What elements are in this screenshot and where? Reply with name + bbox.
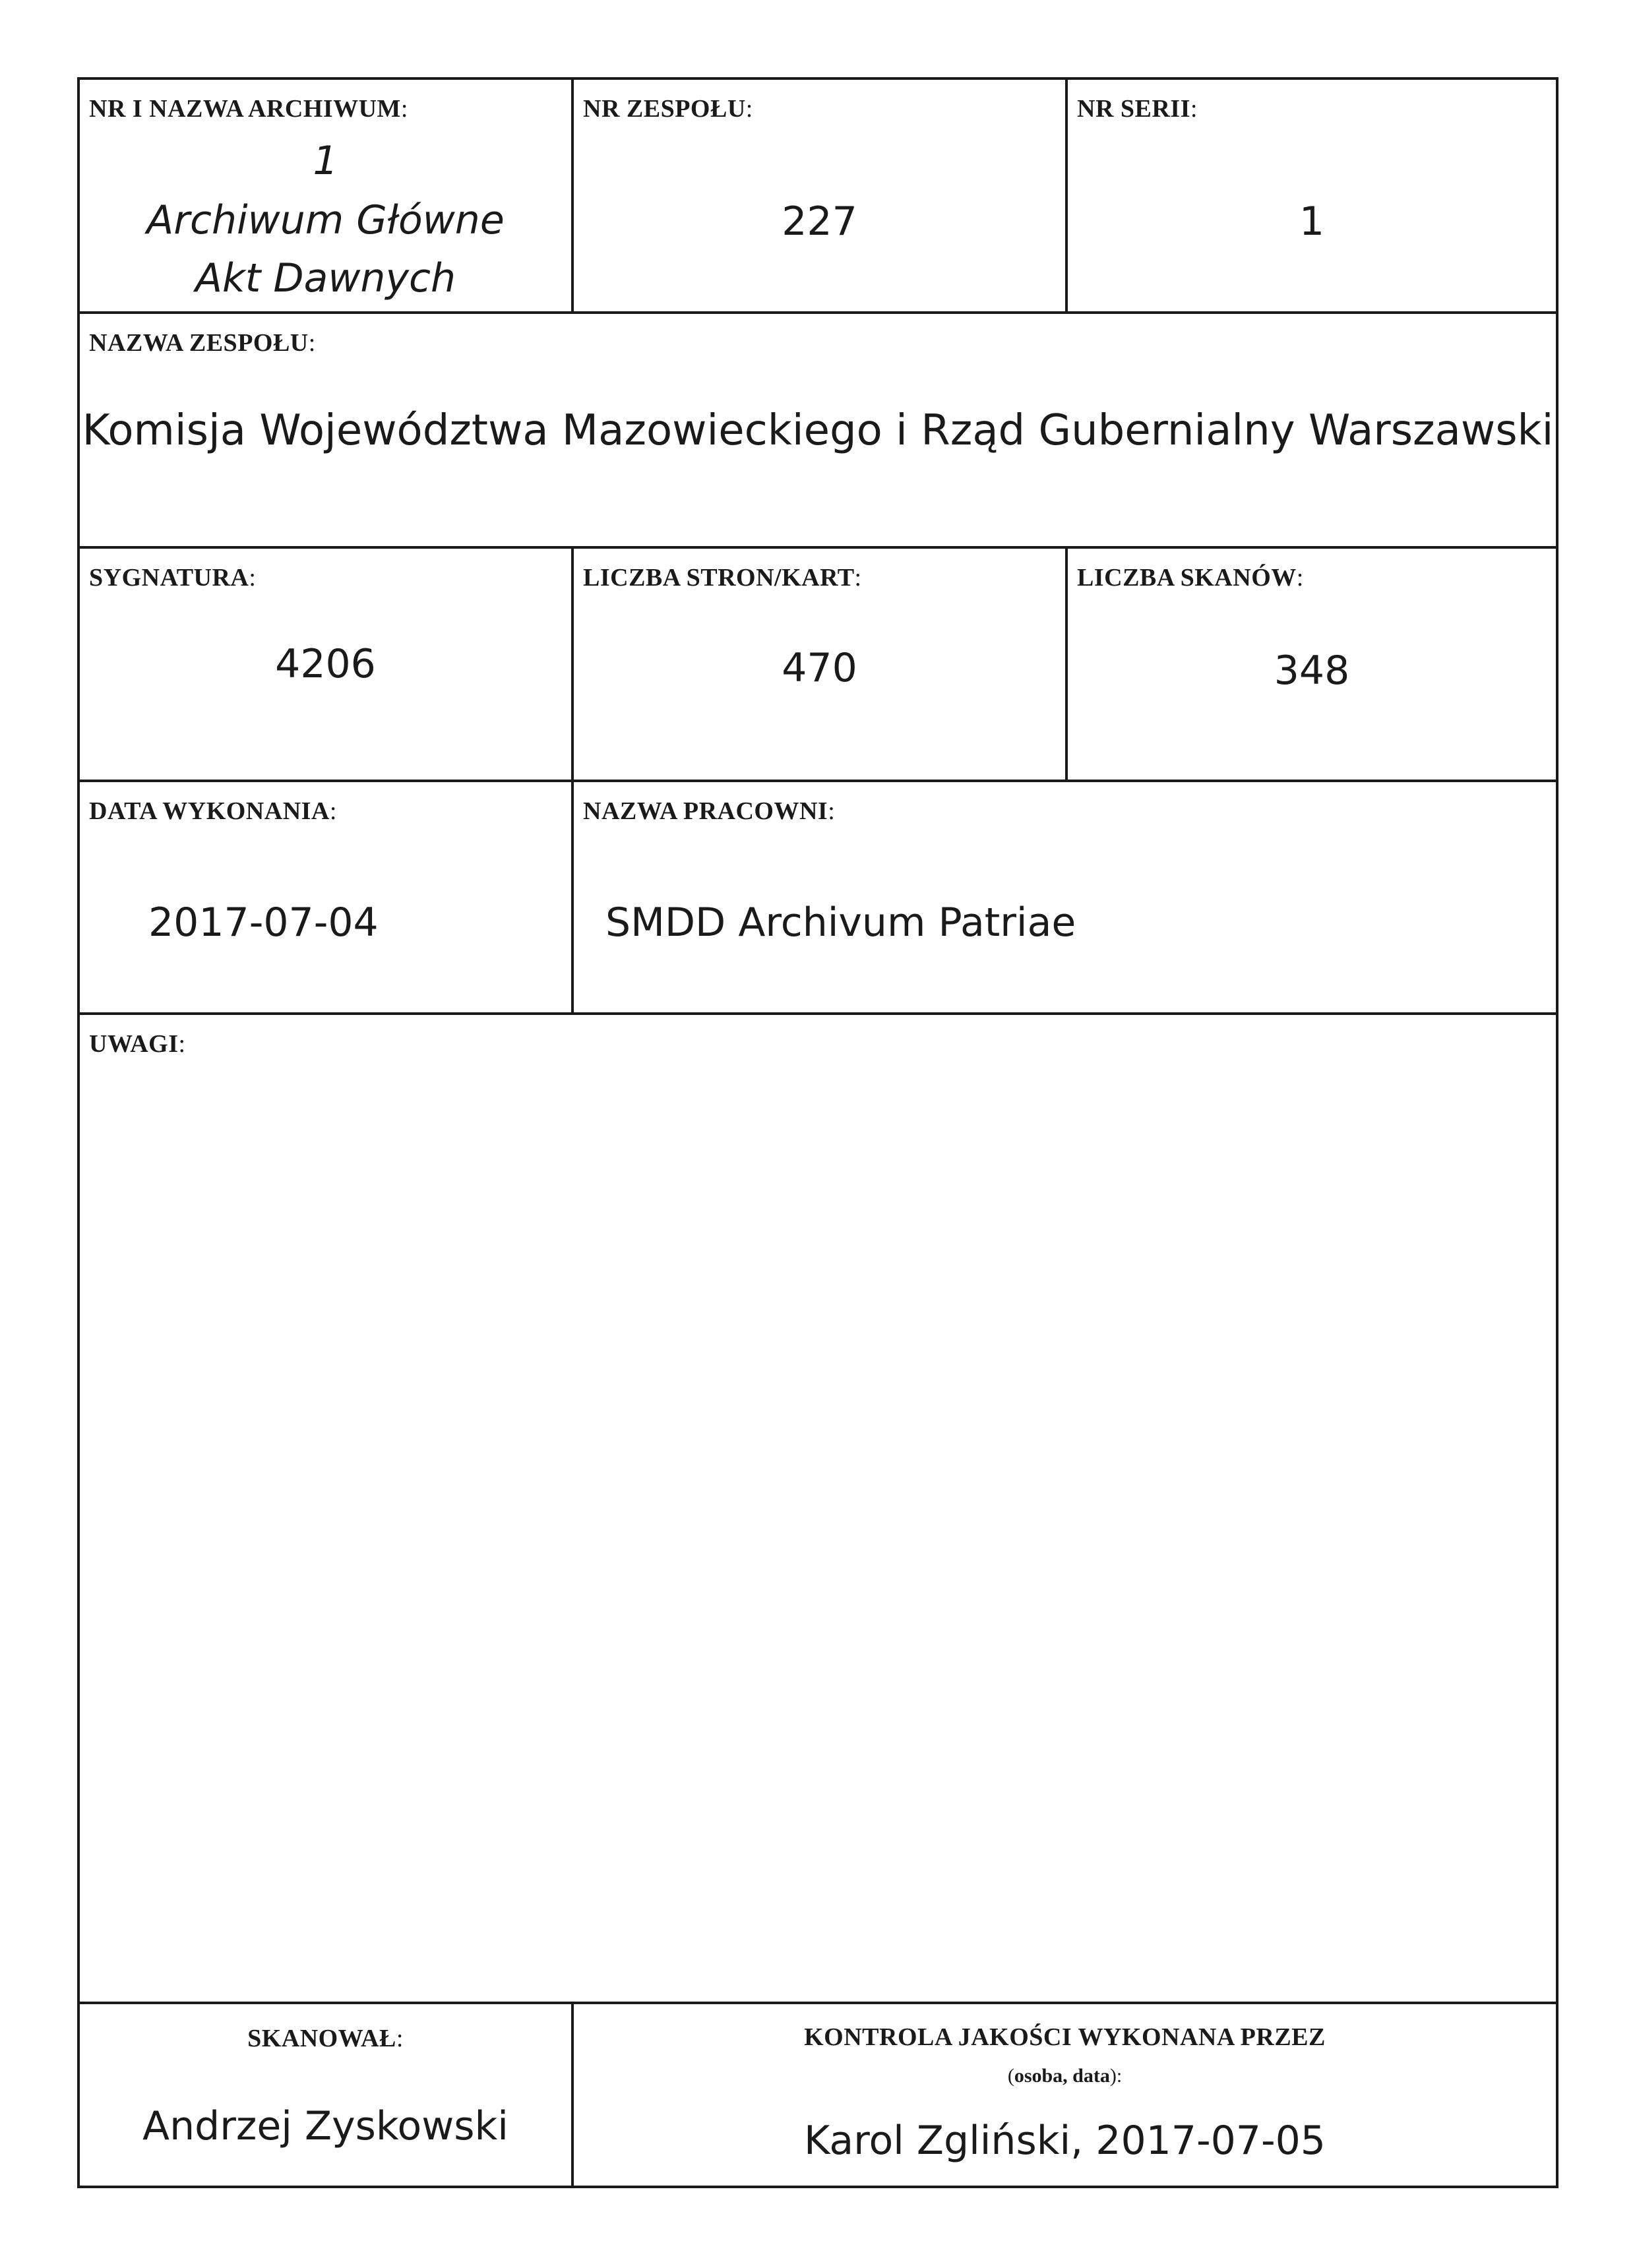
scanned-by-label: SKANOWAŁ: (247, 2025, 404, 2052)
scans-count-cell (1068, 549, 1556, 780)
archive-name-line1: Archiwum Główne (146, 197, 505, 243)
remarks-cell (80, 1015, 1556, 2002)
remarks-label: UWAGI: (89, 1030, 186, 1058)
signature-label: SYGNATURA: (89, 564, 257, 592)
series-number-label: NR SERII: (1077, 95, 1198, 123)
fond-number-cell (574, 80, 1065, 311)
series-number-cell (1068, 80, 1556, 311)
signature-value: 4206 (275, 641, 376, 687)
scanned-by-value: Andrzej Zyskowski (142, 2103, 509, 2149)
fond-name-value: Komisja Województwa Mazowieckiego i Rząd Gubernialny Warszawski (82, 406, 1554, 455)
signature-cell (80, 549, 571, 780)
quality-control-label: KONTROLA JAKOŚCI WYKONANA PRZEZ (804, 2023, 1326, 2051)
quality-control-value: Karol Zgliński, 2017-07-05 (804, 2118, 1326, 2164)
execution-date-value: 2017-07-04 (148, 900, 379, 946)
execution-date-cell (80, 782, 571, 1012)
pages-count-cell (574, 549, 1065, 780)
execution-date-label: DATA WYKONANIA: (89, 797, 337, 825)
scans-count-value: 348 (1274, 648, 1350, 694)
fond-number-label: NR ZESPOŁU: (583, 95, 753, 123)
archive-label: NR I NAZWA ARCHIWUM: (89, 95, 408, 123)
scans-count-label: LICZBA SKANÓW: (1077, 564, 1304, 592)
fond-name-cell (80, 314, 1556, 546)
workshop-label: NAZWA PRACOWNI: (583, 797, 836, 825)
pages-count-value: 470 (782, 645, 857, 691)
quality-control-sublabel: (osoba, data): (1007, 2065, 1123, 2087)
archive-name-line2: Akt Dawnych (195, 255, 456, 301)
workshop-value: SMDD Archivum Patriae (605, 900, 1076, 946)
archive-cell (80, 80, 571, 311)
fond-name-label: NAZWA ZESPOŁU: (89, 329, 316, 357)
scanned-by-cell (80, 2004, 571, 2188)
quality-control-cell (574, 2004, 1556, 2188)
archive-number: 1 (313, 138, 338, 184)
pages-count-label: LICZBA STRON/KART: (583, 564, 862, 592)
metadata-sheet (77, 77, 1558, 2188)
fond-number-value: 227 (782, 199, 857, 245)
series-number-value: 1 (1299, 199, 1325, 245)
workshop-cell (574, 782, 1556, 1012)
